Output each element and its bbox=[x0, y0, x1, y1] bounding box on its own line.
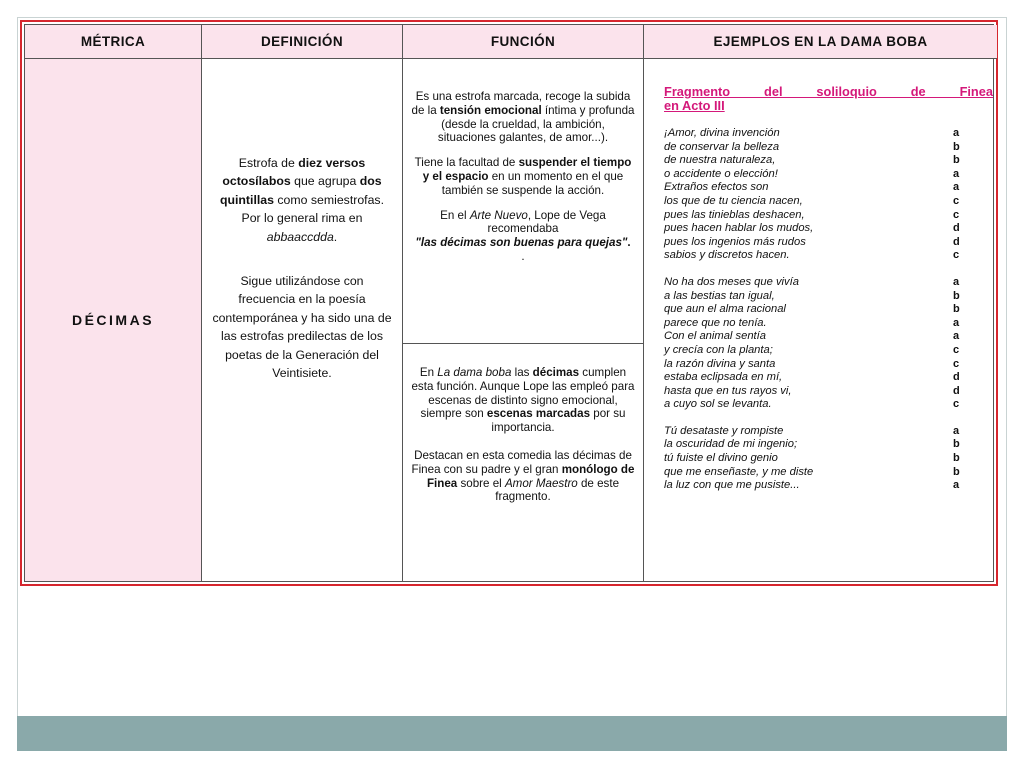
verse-rhyme-letter: d bbox=[953, 371, 960, 384]
verse-rhyme-letter: a bbox=[953, 330, 960, 343]
verse-text: Tú desataste y rompiste bbox=[664, 424, 784, 437]
poem-verse bbox=[664, 438, 993, 452]
verse-rhyme-letter: c bbox=[953, 208, 960, 221]
text-bold: monólogo de Finea bbox=[426, 462, 635, 490]
text-italic: La dama boba bbox=[437, 366, 512, 379]
verse-text: a las bestias tan igual, bbox=[664, 289, 775, 302]
text: cumplen esta función. Aunque Lope las empleó para escenas de distinto signo emocional, siempre son bbox=[411, 366, 635, 421]
verse-rhyme-letter: a bbox=[953, 479, 960, 492]
ejemplos-cell bbox=[644, 59, 993, 581]
text: . bbox=[627, 236, 631, 250]
definicion-cell bbox=[202, 59, 403, 581]
funcion-paragraph-1 bbox=[411, 90, 635, 145]
text: En bbox=[419, 366, 438, 379]
poem-verse bbox=[664, 303, 993, 317]
verse-rhyme-letter: b bbox=[953, 154, 960, 167]
text: las bbox=[511, 366, 533, 379]
poem-verse bbox=[664, 317, 993, 331]
verse-text: pues los ingenios más rudos bbox=[664, 235, 806, 248]
text: Tiene la facultad de bbox=[414, 156, 519, 170]
verse-rhyme-letter: b bbox=[953, 465, 960, 478]
funcion-paragraph-5 bbox=[411, 449, 635, 504]
funcion-bottom-cell bbox=[403, 344, 644, 581]
slide-footer-band bbox=[17, 716, 1007, 751]
text-bold: escenas marcadas bbox=[486, 407, 591, 421]
verse-text: la oscuridad de mi ingenio; bbox=[664, 438, 798, 451]
verse-rhyme-letter: a bbox=[953, 424, 960, 437]
verse-rhyme-letter: b bbox=[953, 452, 960, 465]
funcion-top-cell bbox=[403, 59, 644, 344]
text: de este fragmento. bbox=[495, 476, 620, 504]
text: Destacan en esta comedia las décimas de Finea con su padre y el gran bbox=[411, 448, 632, 476]
verse-rhyme-letter: b bbox=[953, 289, 960, 302]
poem-verse bbox=[664, 358, 993, 372]
verse-text: pues las tinieblas deshacen, bbox=[664, 208, 805, 221]
verse-text: y crecía con la planta; bbox=[664, 343, 773, 356]
verse-text: ¡Amor, divina invención bbox=[664, 127, 780, 139]
text: Por lo general rima en bbox=[241, 211, 363, 226]
verse-rhyme-letter: b bbox=[953, 438, 960, 451]
verse-text: Extraños efectos son bbox=[664, 181, 769, 194]
verse-text: que aun el alma racional bbox=[664, 303, 786, 316]
poem-stanzas bbox=[664, 127, 993, 493]
text-bold: décimas bbox=[532, 366, 580, 379]
verse-text: o accidente o elección! bbox=[664, 167, 778, 180]
header-definicion: DEFINICIÓN bbox=[202, 25, 403, 59]
text-bold: dos quintillas bbox=[219, 174, 382, 207]
verse-rhyme-letter: c bbox=[953, 343, 960, 356]
header-ejemplos: EJEMPLOS EN LA DAMA BOBA bbox=[644, 25, 997, 59]
verse-rhyme-letter: a bbox=[953, 127, 960, 139]
verse-rhyme-letter: b bbox=[953, 303, 960, 316]
poem-verse bbox=[664, 371, 993, 385]
verse-text: parece que no tenía. bbox=[664, 316, 767, 329]
poem-verse bbox=[664, 249, 993, 263]
quote: "las décimas son buenas para quejas" bbox=[415, 236, 628, 250]
verse-rhyme-letter: a bbox=[953, 167, 960, 180]
header-funcion: FUNCIÓN bbox=[403, 25, 644, 59]
poem-verse bbox=[664, 236, 993, 250]
text: . bbox=[521, 249, 525, 263]
verse-rhyme-letter: a bbox=[953, 275, 960, 288]
poem-stanza bbox=[664, 425, 993, 493]
poem-verse bbox=[664, 195, 993, 209]
header-metrica: MÉTRICA bbox=[25, 25, 202, 59]
verse-rhyme-letter: a bbox=[953, 181, 960, 194]
verse-text: la razón divina y santa bbox=[664, 357, 776, 370]
poem-verse bbox=[664, 344, 993, 358]
verse-text: No ha dos meses que vivía bbox=[664, 275, 799, 288]
poem-verse bbox=[664, 398, 993, 412]
verse-rhyme-letter: c bbox=[953, 249, 960, 262]
poem-verse bbox=[664, 181, 993, 195]
verse-text: tú fuiste el divino genio bbox=[664, 452, 778, 465]
text: íntima y profunda (desde la crueldad, la ambición, situaciones galantes, de amor...). bbox=[437, 103, 635, 145]
verse-rhyme-letter: c bbox=[953, 357, 960, 370]
poem-verse bbox=[664, 127, 993, 141]
verse-text: pues hacen hablar los mudos, bbox=[664, 222, 814, 235]
verse-text: a cuyo sol se levanta. bbox=[664, 398, 772, 411]
funcion-paragraph-3 bbox=[411, 209, 635, 264]
poem-verse bbox=[664, 479, 993, 493]
funcion-paragraph-2 bbox=[411, 156, 635, 197]
poem-verse bbox=[664, 141, 993, 155]
text: como semiestrofas. bbox=[273, 192, 384, 207]
metrica-label: DÉCIMAS bbox=[25, 59, 202, 581]
metrica-table bbox=[20, 20, 998, 586]
verse-rhyme-letter: d bbox=[953, 235, 960, 248]
verse-text: sabios y discretos hacen. bbox=[664, 249, 790, 262]
text: En el bbox=[440, 208, 470, 222]
text-bold: suspender el tiempo y el espacio bbox=[422, 156, 632, 183]
funcion-paragraph-4 bbox=[411, 366, 635, 435]
fragment-title: Fragmento del soliloquio de Finea bbox=[664, 84, 993, 99]
poem-stanza bbox=[664, 127, 993, 263]
verse-text: de nuestra naturaleza, bbox=[664, 154, 776, 167]
text: por su importancia. bbox=[491, 407, 626, 435]
text: . bbox=[333, 229, 338, 244]
text-bold: tensión emocional bbox=[439, 103, 542, 117]
verse-rhyme-letter: a bbox=[953, 316, 960, 329]
verse-text: Con el animal sentía bbox=[664, 330, 766, 343]
verse-text: que me enseñaste, y me diste bbox=[664, 465, 814, 478]
text: sobre el bbox=[457, 476, 505, 490]
verse-rhyme-letter: d bbox=[953, 384, 960, 397]
poem-verse bbox=[664, 168, 993, 182]
poem-verse bbox=[664, 466, 993, 480]
poem-verse bbox=[664, 209, 993, 223]
poem-verse bbox=[664, 385, 993, 399]
verse-rhyme-letter: c bbox=[953, 398, 960, 411]
text-bold: diez versos octosílabos bbox=[222, 156, 366, 189]
verse-rhyme-letter: d bbox=[953, 222, 960, 235]
poem-stanza bbox=[664, 276, 993, 412]
verse-text: hasta que en tus rayos vi, bbox=[664, 384, 792, 397]
text: que agrupa bbox=[290, 174, 360, 189]
text-italic: Amor Maestro bbox=[504, 476, 578, 490]
verse-text: la luz con que me pusiste... bbox=[664, 479, 800, 492]
verse-text: los que de tu ciencia nacen, bbox=[664, 194, 803, 207]
text: Estrofa de bbox=[238, 156, 299, 170]
poem-verse bbox=[664, 452, 993, 466]
text: en un momento en el que también se suspende la acción. bbox=[441, 169, 624, 197]
definicion-paragraph-2: Sigue utilizándose con frecuencia en la poesía contemporánea y ha sido una de las estrofas predilectas de los poetas de la Generación del Veintisiete. bbox=[212, 274, 392, 381]
rhyme-scheme: abbaaccdda bbox=[266, 229, 334, 244]
poem-verse bbox=[664, 290, 993, 304]
fragment-title-line2: en Acto III bbox=[664, 98, 725, 113]
definicion-paragraph-1 bbox=[212, 154, 392, 246]
poem-verse bbox=[664, 154, 993, 168]
poem-verse bbox=[664, 276, 993, 290]
table-inner-frame bbox=[24, 24, 994, 582]
verse-rhyme-letter: b bbox=[953, 140, 960, 153]
verse-text: estaba eclipsada en mí, bbox=[664, 371, 783, 384]
poem-verse bbox=[664, 330, 993, 344]
text: , Lope de Vega recomendaba bbox=[487, 208, 606, 236]
text: Es una estrofa marcada, recoge la subida de la bbox=[411, 90, 631, 117]
text-italic: Arte Nuevo bbox=[469, 208, 528, 222]
poem-verse bbox=[664, 222, 993, 236]
verse-rhyme-letter: c bbox=[953, 194, 960, 207]
poem-verse bbox=[664, 425, 993, 439]
verse-text: de conservar la belleza bbox=[664, 140, 780, 153]
